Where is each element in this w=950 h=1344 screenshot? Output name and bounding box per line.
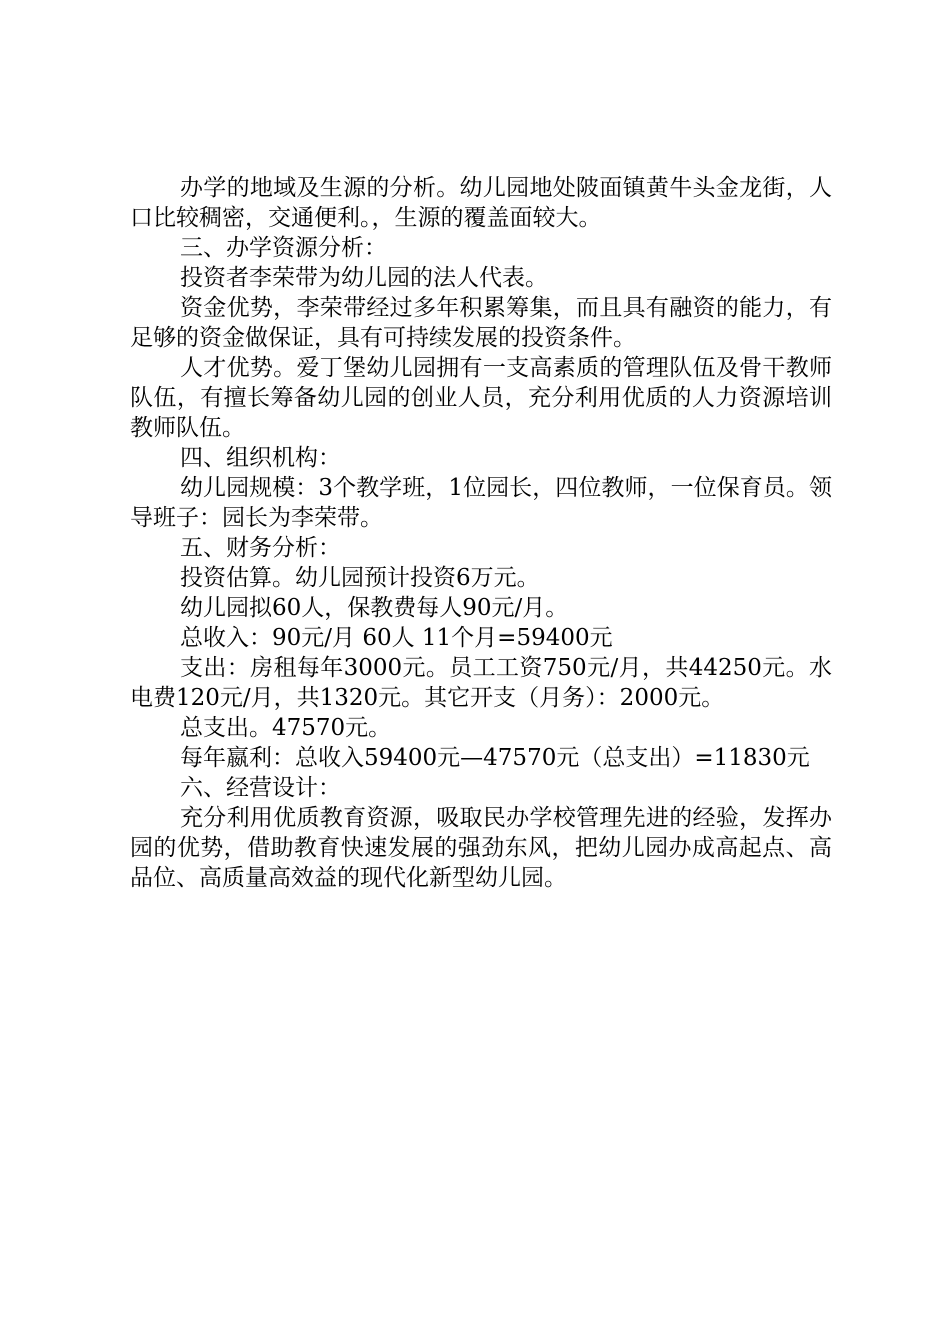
paragraph-total-expenses: 总支出。47570元。 [180,715,392,741]
heading-resource-analysis: 三、办学资源分析： [180,235,387,261]
paragraph-funding-advantage: 资金优势，李荣带经过多年积累筹集，而且具有融资的能力，有足够的资金做保证，具有可持续发展的投资条件。 [130,295,832,351]
paragraph-investment-estimate: 投资估算。幼儿园预计投资6万元。 [180,565,540,591]
heading-operation-design: 六、经营设计： [180,775,341,801]
heading-organization: 四、组织机构： [180,445,341,471]
paragraph-investor: 投资者李荣带为幼儿园的法人代表。 [180,265,548,291]
paragraph-talent-advantage: 人才优势。爱丁堡幼儿园拥有一支高素质的管理队伍及骨干教师队伍，有擅长筹备幼儿园的创业人员，充分利用优质的人力资源培训教师队伍。 [130,355,832,441]
paragraph-scale: 幼儿园规模：3个教学班，1位园长，四位教师，一位保育员。领导班子：园长为李荣带。 [130,475,832,531]
paragraph-enrollment-analysis: 办学的地域及生源的分析。幼儿园地处陂面镇黄牛头金龙街，人口比较稠密，交通便利。，生源的覆盖面较大。 [130,175,832,231]
document-body [130,173,832,893]
paragraph-enrollment-fee: 幼儿园拟60人，保教费每人90元/月。 [180,595,569,621]
paragraph-total-income: 总收入：90元/月 60人 11个月=59400元 [180,625,613,651]
heading-financial-analysis: 五、财务分析： [180,535,341,561]
paragraph-expenses: 支出：房租每年3000元。员工工资750元/月，共44250元。水电费120元/月，共1320元。其它开支（月务）：2000元。 [130,655,832,711]
paragraph-annual-profit: 每年嬴利：总收入59400元—47570元（总支出）=11830元 [180,745,810,771]
paragraph-operation-design: 充分利用优质教育资源，吸取民办学校管理先进的经验，发挥办园的优势，借助教育快速发展的强劲东风，把幼儿园办成高起点、高品位、高质量高效益的现代化新型幼儿园。 [130,805,832,891]
